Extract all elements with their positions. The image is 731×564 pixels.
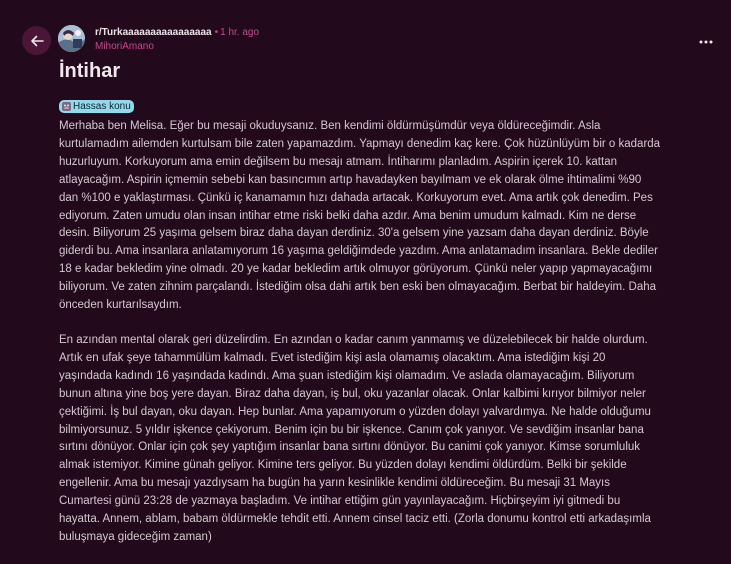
post-text-line: En azından mental olarak geri düzelirdim. En azından o kadar canım yanmamış ve düzelebilecek bir halde olurdum. (59, 333, 648, 346)
post-paragraph (59, 118, 714, 315)
post-text-line: yaşındada kadındı 16 yaşındada kadındı. Ama şuan istediğim kişi olamadım. Ve aslada olamayacağım. Biliyorum (59, 369, 635, 382)
post-text-line: desin. Biliyorum 25 yaşıma gelsem biraz daha dayan derdiniz. 30'a gelsem yine yazsam daha dayan derdiniz. Böyle (59, 227, 649, 240)
post-text-line: atlayacağım. Aspirin içmemin sebebi kan basıncımın artıp havadayken bayılmam ve ek olarak ölme ihtimalimi %90 (59, 173, 642, 186)
subreddit-avatar[interactable] (58, 25, 85, 52)
post-body (59, 118, 714, 564)
post-text-line: bunun altına yine boş yere dayan. Biraz daha dayan, iş bul, oku yazanlar olacak. Onlar kalbimi kırıyor bilmiyor neler (59, 387, 646, 400)
more-options-button[interactable] (697, 31, 715, 49)
post-text-line: çektiğimi. İş bul dayan, oku dayan. Hep bunlar. Ama yapamıyorum o yüzden dolayı yalvardımya. Ne halde olduğumu (59, 405, 651, 418)
post-text-line: 18 e kadar bekledim yine olmadı. 20 ye kadar bekledim artık olmuyor görüyorum. Çünkü neler yapıp yapmayacağımı (59, 263, 653, 276)
post-text-line: Merhaba ben Melisa. Eğer bu mesaji okuduysanız. Ben kendimi öldürmüşümdür veya öldüreceğimdir. Asla (59, 120, 601, 132)
post-text-line: hayatta. Annem, ablam, babam öldürmekle tehdit etti. Annem cinsel taciz etti. (Zorla donumu kontrol etti arkadaşımla (59, 513, 651, 526)
post-text-line: kurtulamadım ailemden kurtulsam bile zaten yapamazdım. Yapmayı denedim kaç kere. Çok hüzünlüyüm bir o kadarda (59, 137, 661, 150)
post-text-line: biliyorum. Ve zaten zihnim parçalandı. İstediğim olsa dahi artık ben eski ben olmayacağım. Berbat bir haldeyim. Daha (59, 281, 657, 294)
post-text-line: dan %100 e yaklaştırması. Çünkü iç kanamamın hızı dahada artacak. Korkuyorum evet. Ama artık çok denedim. Pes (59, 191, 653, 204)
post-text-line: Artık en ufak şeye tahammülüm kalmadı. Evet istediğim kişi asla olamamış olacaktım. Ama istediğim kişi 20 (59, 351, 606, 364)
post-text-line: bilmiyorsunuz. 5 yıldır işkence çekiyorum. Benim için bu bir işkence. Canım çok yanıyor. Ve sevdiğim insanlar bana (59, 423, 644, 436)
post-text-line: engellenir. Ama bu mesajı yazdıysam ha bugün ha yarın kesinlikle kendimi öldüreceğim. Bu mesaji 31 Mayıs (59, 477, 611, 490)
post-text-line: huzurluyum. Korkuyorum ama emin değilsem bu mesajı atmam. İntiharımı planladım. Aspirin içerek 10. kattan (59, 155, 617, 168)
meta-separator: • (214, 27, 219, 38)
post-time: 1 hr. ago (220, 27, 260, 38)
flair-badge[interactable] (59, 100, 134, 113)
post-text-line: giderdi bu. Ama insanlara anlatamıyorum 16 yaşıma geldiğimdede yazdım. Ama anlatamadım insanlara. Bekle dediler (59, 245, 658, 258)
post-text-line: Cumartesi günü 23:28 de yazmaya başladım. Ve intihar ettiğim gün yayınlayacağım. Hiçbirşeyim iyi gitmedi bu (59, 495, 621, 508)
post-text-line: sırtını dönüyor. Onlar için çok şey yaptığım insanlar bana sırtını dönüyor. Bu canimi çok yanıyor. Kimse sorumluluk (59, 441, 641, 454)
more-horizontal-icon (699, 31, 713, 49)
author-name[interactable]: MihoriAmano (95, 41, 154, 52)
flair-label: Hassas konu (73, 101, 131, 112)
post-paragraph (59, 332, 714, 547)
subreddit-name[interactable]: r/Turkaaaaaaaaaaaaaaaa (95, 27, 212, 38)
post-text-line: almak istemiyor. Kimine günah geliyor. Kimine ters geliyor. Bu yüzden dolayı kendimi öldürdüm. Belki bir şekilde (59, 459, 627, 472)
back-button[interactable] (22, 26, 51, 55)
post-meta (95, 26, 259, 53)
post-text-line: ediyorum. Zaten umudu olan insan intihar etme riski belki daha azdır. Ama benim umudum kalmadı. Kim ne derse (59, 209, 637, 222)
post-text-line: buluşmaya gideceğim zaman) (59, 530, 212, 543)
arrow-left-icon (29, 33, 45, 49)
emoji-icon (61, 101, 72, 112)
post-title: İntihar (59, 60, 121, 82)
post-text-line: önceden kurtarılsaydım. (59, 299, 182, 312)
